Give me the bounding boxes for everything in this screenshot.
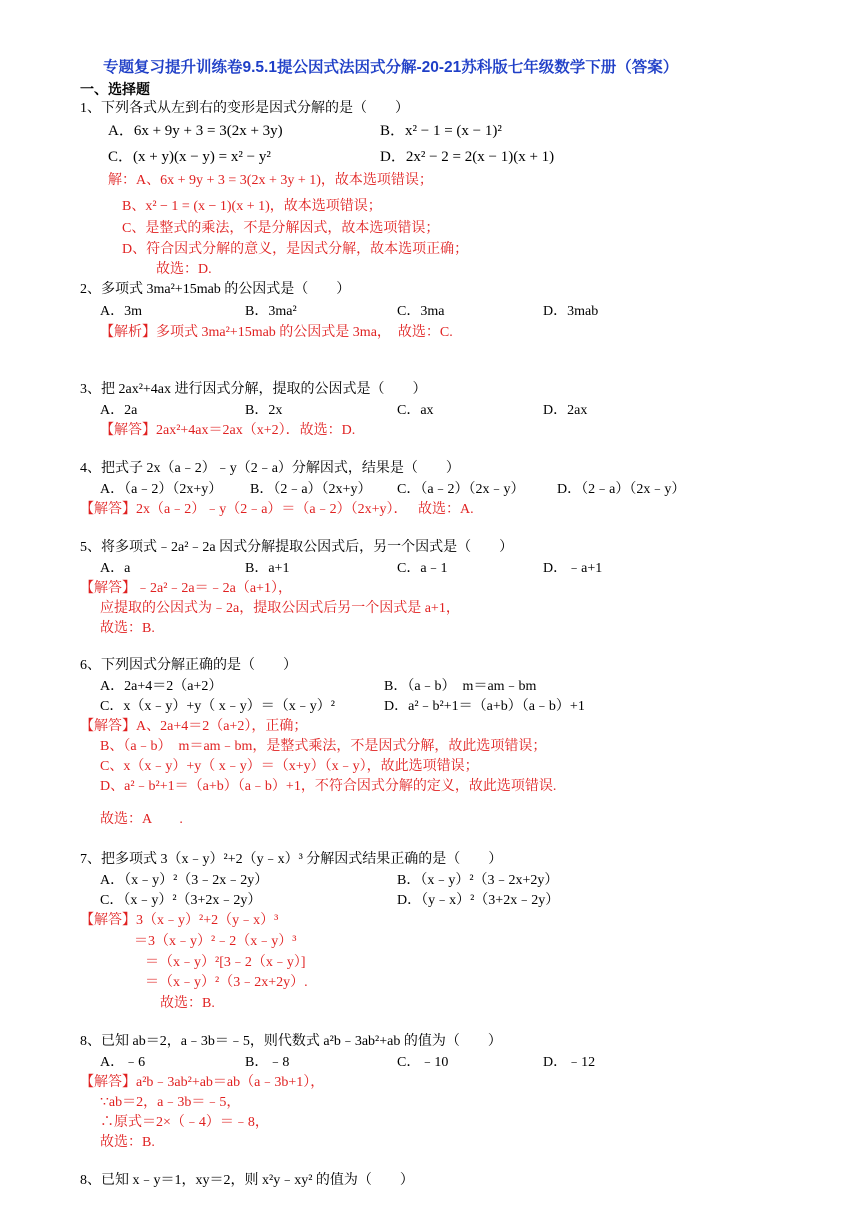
question-8-stem: 8、已知 ab＝2，a﹣3b＝﹣5，则代数式 a²b﹣3ab²+ab 的值为（ ）	[80, 1034, 502, 1049]
question-1-option-a: A．6x + 9y + 3 = 3(2x + 3y)	[108, 123, 283, 139]
question-7-solution-5: 故选：B.	[160, 996, 215, 1011]
question-2-option-b: B．3ma²	[245, 304, 297, 319]
question-7-solution-1: 【解答】3（x﹣y）²+2（y﹣x）³	[80, 913, 279, 928]
question-6-option-a: A．2a+4＝2（a+2）	[100, 679, 223, 694]
question-7-stem: 7、把多项式 3（x﹣y）²+2（y﹣x）³ 分解因式结果正确的是（ ）	[80, 852, 503, 867]
question-8-option-b: B．﹣8	[245, 1055, 290, 1070]
question-3-option-d: D．2ax	[543, 403, 588, 418]
page-title: 专题复习提升训练卷9.5.1提公因式法因式分解-20-21苏科版七年级数学下册（答案）	[103, 59, 679, 76]
question-4-option-d: D．（2﹣a）（2x﹣y）	[557, 482, 686, 497]
question-4-solution: 【解答】2x（a﹣2）﹣y（2﹣a）＝（a﹣2）（2x+y）． 故选：A.	[80, 502, 474, 517]
question-5-option-d: D．﹣a+1	[543, 561, 603, 576]
question-1-solution-4: D、符合因式分解的意义，是因式分解，故本选项正确；	[122, 242, 469, 257]
question-8-solution-3: ∴原式＝2×（﹣4）＝﹣8，	[100, 1115, 269, 1130]
question-5-solution-3: 故选：B.	[100, 621, 155, 636]
question-1-option-c: C．(x + y)(x − y) = x² − y²	[108, 149, 271, 165]
question-1-solution-1: 解：A、6x + 9y + 3 = 3(2x + 3y + 1)，故本选项错误；	[108, 173, 433, 188]
question-2-solution: 【解析】多项式 3ma²+15mab 的公因式是 3ma， 故选：C.	[100, 325, 453, 340]
question-3-solution: 【解答】2ax²+4ax＝2ax（x+2）．故选：D.	[100, 423, 356, 438]
question-6-solution-3: C、x（x﹣y）+y（ x﹣y）＝（x+y）（x﹣y），故此选项错误；	[100, 759, 479, 774]
question-1-option-b: B．x² − 1 = (x − 1)²	[380, 123, 502, 139]
question-1-stem: 1、下列各式从左到右的变形是因式分解的是（ ）	[80, 101, 409, 116]
question-6-solution-2: B、（a﹣b） m＝am﹣bm，是整式乘法，不是因式分解，故此选项错误；	[100, 739, 547, 754]
question-7-option-a: A．（x﹣y）²（3﹣2x﹣2y）	[100, 873, 269, 888]
question-2-stem: 2、多项式 3ma²+15mab 的公因式是（ ）	[80, 282, 351, 297]
question-4-option-b: B．（2﹣a）（2x+y）	[250, 482, 372, 497]
question-8-option-c: C．﹣10	[397, 1055, 449, 1070]
question-7-option-c: C．（x﹣y）²（3+2x﹣2y）	[100, 893, 262, 908]
question-5-option-a: A．a	[100, 561, 131, 576]
question-5-stem: 5、将多项式﹣2a²﹣2a 因式分解提取公因式后，另一个因式是（ ）	[80, 540, 514, 555]
question-1-solution-2: B、x² − 1 = (x − 1)(x + 1)，故本选项错误；	[122, 199, 382, 214]
question-8-solution-2: ∵ab＝2，a﹣3b＝﹣5，	[100, 1095, 241, 1110]
question-4-option-a: A．（a﹣2）（2x+y）	[100, 482, 223, 497]
question-6-solution-5: 故选：A .	[100, 812, 183, 827]
question-2-option-a: A．3m	[100, 304, 142, 319]
question-5-option-b: B．a+1	[245, 561, 290, 576]
question-5-solution-1: 【解答】﹣2a²﹣2a＝﹣2a（a+1），	[80, 581, 292, 596]
question-7-option-b: B．（x﹣y）²（3﹣2x+2y）	[397, 873, 559, 888]
question-9-stem: 8、已知 x﹣y＝1，xy＝2，则 x²y﹣xy² 的值为（ ）	[80, 1173, 414, 1188]
question-1-option-d: D．2x² − 2 = 2(x − 1)(x + 1)	[380, 149, 555, 165]
question-6-solution-1: 【解答】A、2a+4＝2（a+2），正确；	[80, 719, 308, 734]
question-8-option-a: A．﹣6	[100, 1055, 146, 1070]
question-6-option-c: C．x（x﹣y）+y（ x﹣y）＝（x﹣y）²	[100, 699, 335, 714]
section-heading: 一、选择题	[80, 81, 150, 97]
question-3-option-b: B．2x	[245, 403, 283, 418]
question-7-solution-4: ＝（x﹣y）²（3﹣2x+2y）.	[145, 975, 308, 990]
question-6-stem: 6、下列因式分解正确的是（ ）	[80, 658, 297, 673]
question-3-option-a: A．2a	[100, 403, 138, 418]
question-8-solution-4: 故选：B.	[100, 1135, 155, 1150]
question-8-option-d: D．﹣12	[543, 1055, 596, 1070]
question-6-option-d: D．a²﹣b²+1＝（a+b）（a﹣b）+1	[384, 699, 585, 714]
question-2-option-d: D．3mab	[543, 304, 599, 319]
question-7-option-d: D．（y﹣x）²（3+2x﹣2y）	[397, 893, 560, 908]
question-3-option-c: C．ax	[397, 403, 434, 418]
question-7-solution-3: ＝（x﹣y）²[3﹣2（x﹣y）]	[145, 955, 306, 970]
question-7-solution-2: ＝3（x﹣y）²﹣2（x﹣y）³	[134, 934, 297, 949]
question-2-option-c: C．3ma	[397, 304, 445, 319]
question-5-option-c: C．a﹣1	[397, 561, 448, 576]
question-8-solution-1: 【解答】a²b﹣3ab²+ab＝ab（a﹣3b+1），	[80, 1075, 325, 1090]
question-4-option-c: C．（a﹣2）（2x﹣y）	[397, 482, 525, 497]
question-5-solution-2: 应提取的公因式为﹣2a，提取公因式后另一个因式是 a+1，	[100, 601, 460, 616]
question-1-solution-3: C、是整式的乘法，不是分解因式，故本选项错误；	[122, 221, 440, 236]
question-1-solution-5: 故选：D.	[156, 262, 212, 277]
question-6-option-b: B．（a﹣b） m＝am﹣bm	[384, 679, 537, 694]
question-3-stem: 3、把 2ax²+4ax 进行因式分解，提取的公因式是（ ）	[80, 382, 427, 397]
question-6-solution-4: D、a²﹣b²+1＝（a+b）（a﹣b）+1，不符合因式分解的定义，故此选项错误.	[100, 779, 557, 794]
question-4-stem: 4、把式子 2x（a﹣2）﹣y（2﹣a）分解因式，结果是（ ）	[80, 461, 460, 476]
